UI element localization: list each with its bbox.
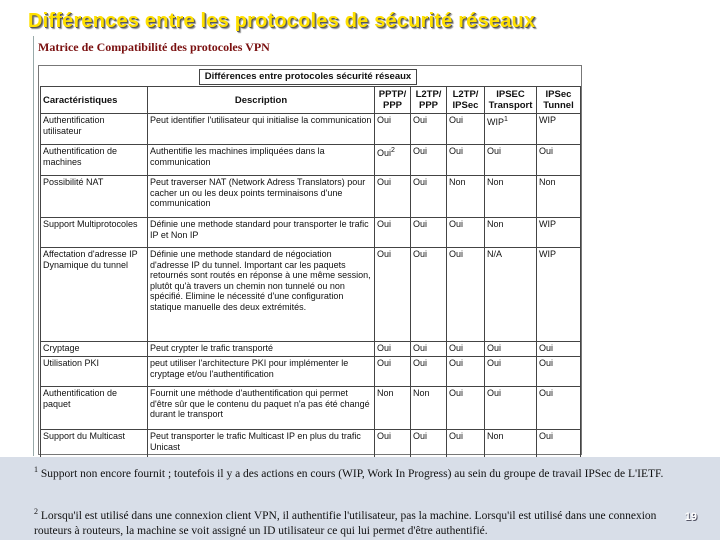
table-row xyxy=(41,218,581,248)
col-header-l2tp-ppp: L2TP/ PPP xyxy=(411,87,447,114)
cell-pptp-ppp: Oui xyxy=(375,248,411,342)
table-header-row xyxy=(41,87,581,114)
cell-description: Authentifie les machines impliquées dans la communication xyxy=(148,145,375,176)
cell-ipsec-transport: Non xyxy=(485,430,537,458)
cell-pptp-ppp: Oui xyxy=(375,114,411,145)
cell-l2tp-ppp: Oui xyxy=(411,342,447,357)
table-row xyxy=(41,357,581,387)
matrix-subtitle: Matrice de Compatibilité des protocoles VPN xyxy=(38,40,270,54)
cell-l2tp-ppp: Oui xyxy=(411,218,447,248)
footnote-1 xyxy=(34,462,674,482)
cell-description: peut utiliser l'architecture PKI pour implémenter le cryptage et/ou l'authentification xyxy=(148,357,375,387)
cell-l2tp-ppp: Oui xyxy=(411,248,447,342)
footnote-marker: 2 xyxy=(34,507,38,516)
cell-pptp-ppp: Oui xyxy=(375,430,411,458)
col-header-l2tp-ipsec: L2TP/ IPSec xyxy=(447,87,485,114)
cell-l2tp-ipsec: Non xyxy=(447,176,485,218)
cell-ipsec-tunnel: Oui xyxy=(537,387,581,430)
footnote-marker: 2 xyxy=(391,147,395,154)
left-divider-line xyxy=(33,36,34,456)
table-row xyxy=(41,145,581,176)
cell-feature: Authentification de machines xyxy=(41,145,148,176)
cell-ipsec-transport: Oui xyxy=(485,357,537,387)
cell-pptp-ppp: Oui xyxy=(375,176,411,218)
cell-feature: Support du Multicast xyxy=(41,430,148,458)
footnote-marker: 1 xyxy=(504,116,508,123)
cell-description: Peut crypter le trafic transporté xyxy=(148,342,375,357)
col-header-features: Caractéristiques xyxy=(41,87,148,114)
cell-ipsec-transport: N/A xyxy=(485,248,537,342)
table-row xyxy=(41,114,581,145)
cell-ipsec-transport: Oui xyxy=(485,387,537,430)
footnote-marker: 1 xyxy=(34,465,38,474)
cell-feature: Possibilité NAT xyxy=(41,176,148,218)
cell-l2tp-ipsec: Oui xyxy=(447,248,485,342)
cell-l2tp-ppp: Oui xyxy=(411,145,447,176)
cell-ipsec-tunnel: Oui xyxy=(537,430,581,458)
col-header-pptp-ppp: PPTP/ PPP xyxy=(375,87,411,114)
cell-ipsec-tunnel: WIP xyxy=(537,248,581,342)
footnote-text: Lorsqu'il est utilisé dans une connexion client VPN, il authentifie l'utilisateur, pas la machine. Lorsqu'il est utilisé dans une connexion routeurs à routeurs, la machine se voit assigné un ID utilisateur ce qui lui permet d'être authentifié. xyxy=(34,509,657,537)
page-number: 19 xyxy=(684,511,697,523)
cell-pptp-ppp: Non xyxy=(375,387,411,430)
cell-l2tp-ipsec: Oui xyxy=(447,114,485,145)
cell-ipsec-transport: Non xyxy=(485,218,537,248)
cell-l2tp-ppp: Oui xyxy=(411,430,447,458)
cell-feature: Support Multiprotocoles xyxy=(41,218,148,248)
cell-pptp-ppp: Oui xyxy=(375,342,411,357)
cell-description: Peut traverser NAT (Network Adress Translators) pour cacher un ou les deux points terminaisons d'une communication xyxy=(148,176,375,218)
footnote-text: Support non encore fournit ; toutefois il y a des actions en cours (WIP, Work In Progress) au sein du groupe de travail IPSec de L'IETF. xyxy=(40,467,664,480)
slide-title: Différences entre les protocoles de sécurité réseaux xyxy=(28,10,536,32)
footnotes-panel xyxy=(0,457,720,540)
cell-description: Peut transporter le trafic Multicast IP en plus du trafic Unicast xyxy=(148,430,375,458)
cell-l2tp-ipsec: Oui xyxy=(447,387,485,430)
cell-l2tp-ipsec: Oui xyxy=(447,430,485,458)
cell-l2tp-ppp: Non xyxy=(411,387,447,430)
cell-l2tp-ipsec: Oui xyxy=(447,357,485,387)
cell-feature: Utilisation PKI xyxy=(41,357,148,387)
cell-feature: Affectation d'adresse IP Dynamique du tunnel xyxy=(41,248,148,342)
vpn-compatibility-table xyxy=(40,86,581,458)
col-header-ipsec-transport: IPSEC Transport xyxy=(485,87,537,114)
table-banner: Différences entre protocoles sécurité réseaux xyxy=(199,69,417,85)
cell-l2tp-ppp: Oui xyxy=(411,114,447,145)
cell-feature: Authentification de paquet xyxy=(41,387,148,430)
footnote-2 xyxy=(34,504,674,539)
cell-description: Définie une methode standard de négociation d'adresse IP du tunnel. Important car les paquets retournés sont routés en réponse à une même session, plutôt qu'à travers un chemin non tunnelé ou non spécifié. Elimine le nécessité d'une configuration statique manuelle des deux extrémités. xyxy=(148,248,375,342)
cell-ipsec-transport: Non xyxy=(485,176,537,218)
cell-pptp-ppp: Oui$^2$ xyxy=(375,145,411,176)
cell-pptp-ppp: Oui xyxy=(375,357,411,387)
cell-pptp-ppp: Oui xyxy=(375,218,411,248)
cell-l2tp-ipsec: Oui xyxy=(447,218,485,248)
cell-l2tp-ipsec: Oui xyxy=(447,145,485,176)
cell-ipsec-tunnel: Oui xyxy=(537,357,581,387)
cell-ipsec-tunnel: Oui xyxy=(537,342,581,357)
table-row xyxy=(41,387,581,430)
table-row xyxy=(41,176,581,218)
cell-ipsec-tunnel: Non xyxy=(537,176,581,218)
cell-ipsec-transport: Oui xyxy=(485,342,537,357)
table-row xyxy=(41,430,581,458)
cell-feature: Authentification utilisateur xyxy=(41,114,148,145)
cell-ipsec-transport: Oui xyxy=(485,145,537,176)
table-row xyxy=(41,342,581,357)
col-header-description: Description xyxy=(148,87,375,114)
cell-ipsec-tunnel: WIP xyxy=(537,114,581,145)
table-row xyxy=(41,248,581,342)
vpn-matrix-frame xyxy=(38,65,582,455)
cell-ipsec-tunnel: Oui xyxy=(537,145,581,176)
cell-l2tp-ipsec: Oui xyxy=(447,342,485,357)
cell-description: Fournit une méthode d'authentification qui permet d'être sûr que le contenu du paquet n'a pas été changé durant le transport xyxy=(148,387,375,430)
cell-l2tp-ppp: Oui xyxy=(411,176,447,218)
col-header-ipsec-tunnel: IPSec Tunnel xyxy=(537,87,581,114)
cell-description: Définie une methode standard pour transporter le trafic IP et Non IP xyxy=(148,218,375,248)
cell-ipsec-tunnel: WIP xyxy=(537,218,581,248)
cell-ipsec-transport: WIP$^1$ xyxy=(485,114,537,145)
cell-description: Peut identifier l'utilisateur qui initialise la communication xyxy=(148,114,375,145)
cell-l2tp-ppp: Oui xyxy=(411,357,447,387)
cell-feature: Cryptage xyxy=(41,342,148,357)
